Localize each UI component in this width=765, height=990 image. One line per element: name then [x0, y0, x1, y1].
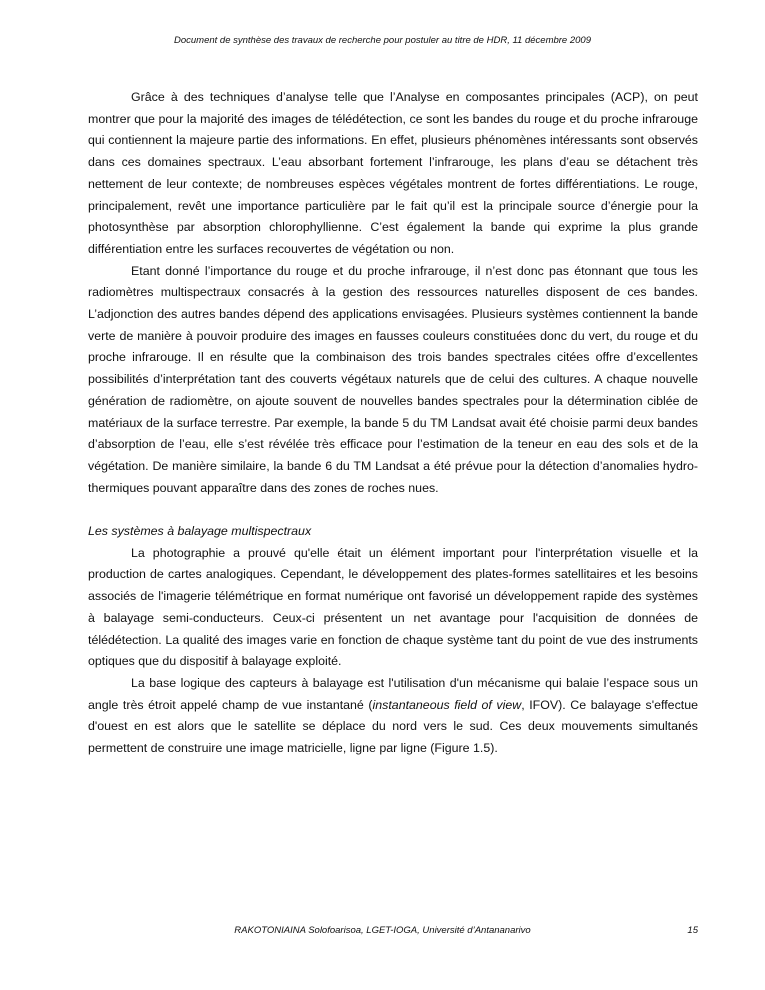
- document-body: [88, 87, 698, 760]
- body-paragraph-rouge-infrarouge: Etant donné l’importance du rouge et du proche infrarouge, il n’est donc pas étonnant que tous les radiomètres multispectraux consacrés à la gestion des ressources naturelles disposent de ces bandes. L’adjonction des autres bandes dépend des applications envisagées. Plusieurs systèmes contiennent la bande verte de manière à pouvoir produire des images en fausses couleurs constituées donc du vert, du rouge et du proche infrarouge. Il en résulte que la combinaison des trois bandes spectrales citées offre d’excellentes possibilités d’interprétation tant des couverts végétaux naturels que de celui des cultures. A chaque nouvelle génération de radiomètre, on ajoute souvent de nouvelles bandes spectrales pour la détermination ciblée de matériaux de la surface terrestre. Par exemple, la bande 5 du TM Landsat avait été choisie parmi deux bandes d’absorption de l’eau, elle s’est révélée très efficace pour l’estimation de la teneur en eau des sols et de la végétation. De manière similaire, la bande 6 du TM Landsat a été prévue pour la détection d’anomalies hydro-thermiques pouvant apparaître dans des zones de roches nues.: [88, 263, 698, 495]
- page-header: Document de synthèse des travaux de recherche pour postuler au titre de HDR, 11 décembre 2009: [173, 35, 591, 46]
- paragraph-text-start: La base logique des capteurs à balayage est l'utilisation d'un mécanisme qui balaie l’espace sous un angle très étroit appelé champ de vue instantané (: [88, 675, 698, 712]
- body-paragraph-acp: Grâce à des techniques d’analyse telle que l’Analyse en composantes principales (ACP), on peut montrer que pour la majorité des images de télédétection, ce sont les bandes du rouge et du proche infrarouge qui contiennent la majeure partie des informations. En effet, plusieurs phénomènes intéressants sont observés dans ces domaines spectraux. L’eau absorbant fortement l’infrarouge, les plans d’eau se détachent très nettement de leur contexte; de nombreuses espèces végétales montrent de fortes différentiations. Le rouge, principalement, revêt une importance particulière par le fait qu’il est la principale source d’énergie pour la photosynthèse par absorption chlorophyllienne. C’est également la bande qui exprime la plus grande différentiation entre les surfaces recouvertes de végétation ou non.: [88, 90, 698, 256]
- body-paragraph-photographie: La photographie a prouvé qu'elle était un élément important pour l'interprétation visuelle et la production de cartes analogiques. Cependant, le développement des plates-formes satellitaires et les besoins associés de l'imagerie télémétrique en format numérique ont favorisé un développement rapide des systèmes à balayage semi-conducteurs. Ceux-ci présentent un net avantage pour l'acquisition de données de télédétection. La qualité des images varie en fonction de chaque système tant du point de vue des instruments optiques que du dispositif à balayage exploité.: [88, 545, 698, 669]
- italic-term-ifov: instantaneous field of view: [372, 697, 522, 712]
- footer-author: RAKOTONIAINA Solofoarisoa, LGET-IOGA, Université d’Antananarivo: [234, 925, 531, 936]
- paragraph-spacer: [88, 499, 698, 521]
- section-heading: Les systèmes à balayage multispectraux: [88, 524, 312, 539]
- paragraph-text-end: , IFOV). Ce balayage s'effectue d'ouest en est alors que le satellite se déplace du nord vers le sud. Ces deux mouvements simultanés permettent de construire une image matricielle, ligne par ligne (Figure 1.5).: [88, 697, 698, 756]
- body-paragraph-balayage: [88, 673, 698, 760]
- page-number: 15: [687, 925, 698, 936]
